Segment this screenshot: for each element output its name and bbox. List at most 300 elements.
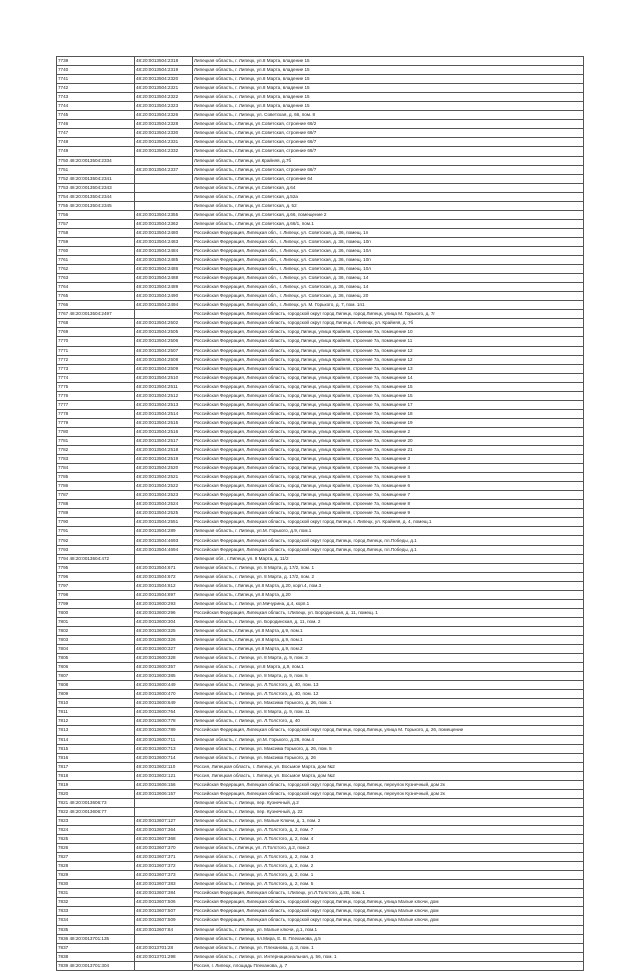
table-row — [57, 690, 584, 699]
address-cell: Липецкая область, г.Липецк, ул.Советская, строение 64 — [193, 174, 584, 183]
cadastral-number-cell: 48:20:0013504:2328 — [135, 120, 193, 129]
row-number-cell: 7759 — [57, 237, 135, 246]
table-row — [57, 75, 584, 84]
row-number-cell: 7803 — [57, 636, 135, 645]
row-number-cell: 7828 — [57, 862, 135, 871]
cadastral-number-cell: 48:20:0013504:2523 — [135, 491, 193, 500]
address-cell: Липецкая область, г.Липецк, ул.Советская, д.52а — [193, 192, 584, 201]
table-row — [57, 590, 584, 599]
cadastral-number-cell: 48:20:0013504:2551 — [135, 518, 193, 527]
table-row — [57, 473, 584, 482]
cadastral-number-cell: 48:20:0013504:672 — [135, 572, 193, 581]
table-row — [57, 256, 584, 265]
address-cell: Липецкая область, г. Липецк, ул. Плеханова, д. 3, пом. 1 — [193, 943, 584, 952]
row-number-cell: 7824 — [57, 825, 135, 834]
row-number-cell: 7822 48:20:0013606:77 — [57, 807, 135, 816]
address-cell: Российская Федерация, Липецкая область, город Липецк, улица Крайняя, строение 7а, помещение 2 — [193, 427, 584, 436]
table-row — [57, 599, 584, 608]
address-cell: Липецкая область, г.Липецк, ул.Советская, строение 66/7 — [193, 165, 584, 174]
cadastral-number-cell: 48:20:0013504:2362 — [135, 219, 193, 228]
cadastral-number-cell: 48:20:0013504:2483 — [135, 237, 193, 246]
row-number-cell: 7820 — [57, 789, 135, 798]
address-cell: Липецкая область, г. Липецк, ул.8 Марта, владение 15 — [193, 84, 584, 93]
row-number-cell: 7796 — [57, 572, 135, 581]
cadastral-number-cell: 48:20:0013504:2502 — [135, 319, 193, 328]
table-row — [57, 436, 584, 445]
address-cell: Российская Федерация, Липецкая область, город Липецк, улица Крайняя, строение 7а, помещение 19 — [193, 418, 584, 427]
address-cell: Липецкая область, г. Липецк, ул. Л.Толстого, д. 2, пом. 3 — [193, 853, 584, 862]
address-cell: Российская Федерация, Липецкая обл., г. Липецк, ул. Советская, д. 36, помещ. 1п — [193, 228, 584, 237]
cadastral-number-cell: 48:20:0013504:812 — [135, 581, 193, 590]
cadastral-number-cell: 48:20:0013504:2511 — [135, 382, 193, 391]
row-number-cell: 7783 — [57, 455, 135, 464]
table-row — [57, 672, 584, 681]
cadastral-number-cell: 48:20:0013504:2322 — [135, 93, 193, 102]
table-row — [57, 455, 584, 464]
row-number-cell: 7823 — [57, 816, 135, 825]
address-cell: Липецкая область, г. Липецк, ул. 8 Марта, д. 9, пом. 11 — [193, 708, 584, 717]
table-row — [57, 645, 584, 654]
address-cell: Российская Федерация, Липецкая область, городской округ город Липецк, город Липецк, пл.Победы, д.1 — [193, 545, 584, 554]
cadastral-number-cell: 48:20:0013504:2510 — [135, 373, 193, 382]
address-cell: Российская Федерация, Липецкая область, город Липецк, улица Крайняя, строение 7а, помещение 12 — [193, 355, 584, 364]
address-cell: Российская Федерация, Липецкая область, городской округ город Липецк, город Липецк, улица Малые ключи, дом — [193, 898, 584, 907]
row-number-cell: 7791 — [57, 527, 135, 536]
cadastral-number-cell: 48:20:0013606:157 — [135, 789, 193, 798]
cadastral-number-cell: 48:20:0013504:2489 — [135, 283, 193, 292]
row-number-cell: 7790 — [57, 518, 135, 527]
cadastral-number-cell: 48:20:0013607:383 — [135, 880, 193, 889]
table-row — [57, 427, 584, 436]
cadastral-number-cell: 48:20:0013504:2330 — [135, 129, 193, 138]
table-row — [57, 853, 584, 862]
table-row — [57, 500, 584, 509]
table-row — [57, 237, 584, 246]
address-cell: Липецкая область, г. Липецк, ул. 8 Марта, д. 9, пом. 3 — [193, 654, 584, 663]
row-number-cell: 7774 — [57, 373, 135, 382]
table-row — [57, 880, 584, 889]
cadastral-number-cell: 48:20:0013504:2323 — [135, 102, 193, 111]
row-number-cell: 7782 — [57, 446, 135, 455]
row-number-cell: 7777 — [57, 400, 135, 409]
address-cell: Липецкая область, г. Липецк, ул. Бородинская, д. 11, пом. 2 — [193, 617, 584, 626]
cadastral-number-cell: 48:20:0013600:304 — [135, 617, 193, 626]
row-number-cell: 7780 — [57, 427, 135, 436]
table-row — [57, 57, 584, 66]
row-number-cell: 7835 — [57, 925, 135, 934]
table-row — [57, 174, 584, 183]
address-cell: Липецкая область, г. Липецк, пл.Мира, Е. В. Плеханова, д.5 — [193, 934, 584, 943]
address-cell: Российская Федерация, Липецкая область, городской округ город Липецк, город Липецк, переулок Кузнечный, дом 2к — [193, 789, 584, 798]
cadastral-number-cell: 48:20:0013600:325 — [135, 626, 193, 635]
cadastral-number-cell: 48:20:0013504:2332 — [135, 147, 193, 156]
row-number-cell: 7818 — [57, 771, 135, 780]
cadastral-number-cell: 48:20:0013504:2518 — [135, 446, 193, 455]
address-cell: Российская Федерация, Липецкая область, городской округ город Липецк, город Липецк, улица Малые ключи, дом — [193, 916, 584, 925]
table-row — [57, 464, 584, 473]
address-cell: Липецкая область, г. Липецк, ул. Л.Толстого, д. 40, пом. 13 — [193, 681, 584, 690]
row-number-cell: 7830 — [57, 880, 135, 889]
address-cell: Липецкая область, г.Липецк, ул.Советская, строение 66/7 — [193, 129, 584, 138]
row-number-cell: 7760 — [57, 246, 135, 255]
row-number-cell: 7801 — [57, 617, 135, 626]
table-row — [57, 789, 584, 798]
row-number-cell: 7805 — [57, 654, 135, 663]
row-number-cell: 7750 48:20:0013504:2334 — [57, 156, 135, 165]
table-row — [57, 391, 584, 400]
row-number-cell: 7764 — [57, 283, 135, 292]
address-cell: Липецкая область, г. Липецк, ул. 8 Марта, д. 17/2, пом. 2 — [193, 572, 584, 581]
row-number-cell: 7772 — [57, 355, 135, 364]
row-number-cell: 7786 — [57, 482, 135, 491]
table-row — [57, 292, 584, 301]
row-number-cell: 7817 — [57, 762, 135, 771]
row-number-cell: 7833 — [57, 907, 135, 916]
cadastral-number-cell: 48:20:0013504:2509 — [135, 364, 193, 373]
table-row — [57, 283, 584, 292]
address-cell: Российская Федерация, Липецкая область, город Липецк, улица Крайняя, строение 7а, помещение 4 — [193, 464, 584, 473]
address-cell: Российская Федерация, Липецкая область, город Липецк, улица Крайняя, строение 7а, помещение 3 — [193, 455, 584, 464]
row-number-cell: 7749 — [57, 147, 135, 156]
address-cell: Российская Федерация, Липецкая область, город Липецк, улица Крайняя, строение 7а, помещение 9 — [193, 509, 584, 518]
row-number-cell: 7789 — [57, 509, 135, 518]
cadastral-number-cell: 48:20:0013607:373 — [135, 871, 193, 880]
address-cell: Российская Федерация, Липецкая область, город Липецк, улица Крайняя, строение 7а, помещение 11 — [193, 337, 584, 346]
cadastral-number-cell: 48:20:0013504:2337 — [135, 165, 193, 174]
address-cell: Липецкая область, г. Липецк, ул. Максима Горького, д. 26 — [193, 753, 584, 762]
row-number-cell: 7838 — [57, 952, 135, 961]
table-row — [57, 807, 584, 816]
table-row — [57, 744, 584, 753]
address-cell: Липецкая область, г.Липецк, ул.8 Марта, д.9, пом.2 — [193, 645, 584, 654]
cadastral-number-cell: 48:20:0013504:4693 — [135, 536, 193, 545]
table-row — [57, 446, 584, 455]
table-row — [57, 373, 584, 382]
row-number-cell: 7776 — [57, 391, 135, 400]
cadastral-number-cell: 48:20:0013504:2514 — [135, 409, 193, 418]
address-cell: Российская Федерация, Липецкая область, город Липецк, улица Крайняя, строение 7а, помещение 7 — [193, 491, 584, 500]
row-number-cell: 7800 — [57, 608, 135, 617]
row-number-cell: 7814 — [57, 735, 135, 744]
address-cell: Липецкая область, г.Липецк, ул.8 Марта, д.20 — [193, 590, 584, 599]
row-number-cell: 7808 — [57, 681, 135, 690]
cadastral-number-cell: 48:20:0013504:2507 — [135, 346, 193, 355]
table-row — [57, 364, 584, 373]
cadastral-number-cell: 48:20:0013701:28 — [135, 943, 193, 952]
row-number-cell: 7825 — [57, 835, 135, 844]
table-row — [57, 418, 584, 427]
cadastral-number-cell: 48:20:0013504:2320 — [135, 75, 193, 84]
cadastral-number-cell: 48:20:0013607:368 — [135, 835, 193, 844]
cadastral-number-cell: 48:20:0013504:897 — [135, 590, 193, 599]
address-cell: Липецкая область, г. Липецк, ул. Л.Толстого, д. 2, пом. 2 — [193, 862, 584, 871]
table-row — [57, 319, 584, 328]
cadastral-number-cell: 48:20:0013602:121 — [135, 771, 193, 780]
address-cell: Липецкая область, г. Липецк, ул. Л.Толстого, д. 40 — [193, 717, 584, 726]
table-row — [57, 898, 584, 907]
table-row — [57, 735, 584, 744]
cadastral-number-cell: 48:20:0013600:296 — [135, 608, 193, 617]
table-row — [57, 337, 584, 346]
address-cell: Российская Федерация, Липецкая область, город Липецк, улица Крайняя, строение 7а, помещение 12 — [193, 346, 584, 355]
row-number-cell: 7741 — [57, 75, 135, 84]
row-number-cell: 7739 — [57, 57, 135, 66]
address-cell: Российская Федерация, Липецкая область, г.Липецк, ул. Бородинская, д. 11, помещ. 1 — [193, 608, 584, 617]
address-cell: Липецкая область, г.Липецк, ул.Советская, д.66/1, пом.1 — [193, 219, 584, 228]
address-cell: Липецкая область, г.Липецк, ул.Советская, строение 66/7 — [193, 147, 584, 156]
address-cell: Липецкая область, г. Липецк, ул.М. Горького, д.9, пом.1 — [193, 527, 584, 536]
table-row — [57, 699, 584, 708]
row-number-cell: 7770 — [57, 337, 135, 346]
registry-rows — [57, 57, 584, 971]
table-row — [57, 111, 584, 120]
table-row — [57, 717, 584, 726]
table-row — [57, 491, 584, 500]
table-row — [57, 120, 584, 129]
row-number-cell: 7827 — [57, 853, 135, 862]
row-number-cell: 7779 — [57, 418, 135, 427]
cadastral-number-cell: 48:20:0013600:714 — [135, 753, 193, 762]
cadastral-number-cell: 48:20:0013504:671 — [135, 563, 193, 572]
table-row — [57, 409, 584, 418]
address-cell: Российская Федерация, Липецкая обл., г. Липецк, ул. М. Горького, д. 7, пом. 1п1 — [193, 301, 584, 310]
table-row — [57, 328, 584, 337]
cadastral-number-cell — [135, 183, 193, 192]
cadastral-number-cell: 48:20:0013504:2494 — [135, 301, 193, 310]
cadastral-number-cell: 48:20:0013504:2488 — [135, 274, 193, 283]
address-cell: Липецкая область, г. Липецк, ул. Максима Горького, д. 26, пом. 1 — [193, 699, 584, 708]
address-cell: Российская Федерация, Липецкая обл., г. Липецк, ул. Советская, д. 36, помещ. 10л — [193, 265, 584, 274]
cadastral-number-cell — [135, 934, 193, 943]
address-cell: Липецкая область, г. Липецк, ул. Интернациональная, д. 56, пом. 1 — [193, 952, 584, 961]
table-row — [57, 138, 584, 147]
cadastral-number-cell: 48:20:0013600:357 — [135, 663, 193, 672]
address-cell: Липецкая область, г.Липецк, ул.8 Марта, д.9, пом.1 — [193, 626, 584, 635]
row-number-cell: 7834 — [57, 916, 135, 925]
address-cell: Липецкая область, г. Липецк, ул.8 Марта, владение 15 — [193, 75, 584, 84]
address-cell: Российская Федерация, Липецкая область, город Липецк, улица Крайняя, строение 7а, помещение 21 — [193, 446, 584, 455]
address-cell: Липецкая область, г.Липецк, ул.Крайняя, д.7б — [193, 156, 584, 165]
row-number-cell: 7753 48:20:0013504:2343 — [57, 183, 135, 192]
table-row — [57, 545, 584, 554]
cadastral-number-cell — [135, 192, 193, 201]
row-number-cell: 7836 48:20:0013701:135 — [57, 934, 135, 943]
table-row — [57, 663, 584, 672]
row-number-cell: 7763 — [57, 274, 135, 283]
cadastral-number-cell: 48:20:0013607:506 — [135, 898, 193, 907]
cadastral-number-cell: 48:20:0013607:384 — [135, 889, 193, 898]
row-number-cell: 7829 — [57, 871, 135, 880]
cadastral-number-cell — [135, 807, 193, 816]
cadastral-number-cell: 48:20:0013504:2513 — [135, 400, 193, 409]
row-number-cell: 7766 — [57, 301, 135, 310]
cadastral-number-cell: 48:20:0013600:293 — [135, 599, 193, 608]
table-row — [57, 934, 584, 943]
address-cell: Российская Федерация, Липецкая область, город Липецк, улица Крайняя, строение 7а, помещение 15 — [193, 382, 584, 391]
address-cell: Российская Федерация, Липецкая область, городской округ город Липецк, город Липецк, улица Малые ключи, дом — [193, 907, 584, 916]
table-row — [57, 355, 584, 364]
table-row — [57, 626, 584, 635]
address-cell: Липецкая область, г. Липецк, ул. 8 Марта, д. 17/2, пом. 1 — [193, 563, 584, 572]
table-row — [57, 916, 584, 925]
cadastral-number-cell: 48:20:0013504:2485 — [135, 256, 193, 265]
table-row — [57, 825, 584, 834]
cadastral-number-cell — [135, 201, 193, 210]
address-cell: Российская Федерация, Липецкая область, городской округ город Липецк, город Липецк, переулок Кузнечный, дом 2к — [193, 780, 584, 789]
address-cell: Российская Федерация, Липецкая обл., г. Липецк, ул. Советская, д. 36, помещ. 20 — [193, 292, 584, 301]
cadastral-number-cell: 48:20:0013504:2319 — [135, 66, 193, 75]
cadastral-number-cell: 48:20:0013600:327 — [135, 645, 193, 654]
table-row — [57, 617, 584, 626]
address-cell: Российская Федерация, Липецкая область, город Липецк, улица Крайняя, строение 7а, помещение 14 — [193, 373, 584, 382]
address-cell: Россия, Липецкая область, г. Липецк, ул. Восьмое Марта, дом №2 — [193, 771, 584, 780]
table-row — [57, 400, 584, 409]
row-number-cell: 7748 — [57, 138, 135, 147]
address-cell: Липецкая область, г. Липецк, ул.8 Марта, владение 15 — [193, 93, 584, 102]
row-number-cell: 7767 48:20:0013504:2497 — [57, 310, 135, 319]
table-row — [57, 943, 584, 952]
table-row — [57, 93, 584, 102]
row-number-cell: 7797 — [57, 581, 135, 590]
cadastral-number-cell: 48:20:0013504:2512 — [135, 391, 193, 400]
table-row — [57, 346, 584, 355]
row-number-cell: 7788 — [57, 500, 135, 509]
table-row — [57, 581, 584, 590]
cadastral-number-cell: 48:20:0013504:2525 — [135, 509, 193, 518]
table-row — [57, 183, 584, 192]
row-number-cell: 7806 — [57, 663, 135, 672]
table-row — [57, 654, 584, 663]
table-row — [57, 228, 584, 237]
cadastral-number-cell — [135, 554, 193, 563]
row-number-cell: 7755 48:20:0013504:2345 — [57, 201, 135, 210]
table-row — [57, 798, 584, 807]
address-cell: Липецкая область, г.Липецк, ул.Советская, строение 66/2 — [193, 120, 584, 129]
table-row — [57, 952, 584, 961]
address-cell: Липецкая область, г. Липецк, ул.8 Марта, владение 15 — [193, 57, 584, 66]
row-number-cell: 7787 — [57, 491, 135, 500]
row-number-cell: 7761 — [57, 256, 135, 265]
row-number-cell: 7768 — [57, 319, 135, 328]
address-cell: Липецкая область, г. Липецк, ул.М. Горького, д.26, пом.4 — [193, 735, 584, 744]
address-cell: Российская Федерация, Липецкая область, г.Липецк, ул.Л.Толстого, д.2В, пом. 1 — [193, 889, 584, 898]
cadastral-number-cell: 48:20:0013607:509 — [135, 916, 193, 925]
table-row — [57, 726, 584, 735]
address-cell: Липецкая обл., г.Липецк, ул. 8 Марта, д. 11/2 — [193, 554, 584, 563]
table-row — [57, 246, 584, 255]
table-row — [57, 961, 584, 970]
row-number-cell: 7765 — [57, 292, 135, 301]
table-row — [57, 636, 584, 645]
cadastral-number-cell: 48:20:0013600:711 — [135, 735, 193, 744]
table-row — [57, 554, 584, 563]
row-number-cell: 7744 — [57, 102, 135, 111]
row-number-cell: 7773 — [57, 364, 135, 373]
table-row — [57, 382, 584, 391]
row-number-cell: 7754 48:20:0013504:2344 — [57, 192, 135, 201]
table-row — [57, 889, 584, 898]
cadastral-number-cell: 48:20:0013504:2506 — [135, 337, 193, 346]
cadastral-number-cell: 48:20:0013600:764 — [135, 708, 193, 717]
table-row — [57, 156, 584, 165]
address-cell: Липецкая область, г. Липецк, ул. Л.Толстого, д. 2, пом. 5 — [193, 880, 584, 889]
row-number-cell: 7811 — [57, 708, 135, 717]
cadastral-number-cell: 48:20:0013504:2355 — [135, 210, 193, 219]
address-cell: Российская Федерация, Липецкая область, город Липецк, улица Крайняя, строение 7а, помещение 5 — [193, 473, 584, 482]
row-number-cell: 7837 — [57, 943, 135, 952]
cadastral-number-cell: 48:20:0013504:2490 — [135, 292, 193, 301]
table-row — [57, 509, 584, 518]
table-row — [57, 771, 584, 780]
address-cell: Липецкая область, г. Липецк, ул. Малые Ключи, д. 1, пом. 2 — [193, 816, 584, 825]
row-number-cell: 7762 — [57, 265, 135, 274]
address-cell: Российская Федерация, Липецкая обл., г. Липецк, ул. Советская, д. 36, помещ. 10п — [193, 237, 584, 246]
cadastral-number-cell: 48:20:0013504:2505 — [135, 328, 193, 337]
table-row — [57, 862, 584, 871]
cadastral-number-cell: 48:20:0013607:372 — [135, 862, 193, 871]
registry-table — [56, 56, 584, 971]
row-number-cell: 7793 — [57, 545, 135, 554]
row-number-cell: 7798 — [57, 590, 135, 599]
row-number-cell: 7769 — [57, 328, 135, 337]
address-cell: Российская Федерация, Липецкая область, город Липецк, улица Крайняя, строение 7а, помещение 17 — [193, 400, 584, 409]
address-cell: Российская Федерация, Липецкая обл., г. Липецк, ул. Советская, д. 36, помещ. 14 — [193, 274, 584, 283]
address-cell: Российская Федерация, Липецкая область, город Липецк, улица Крайняя, строение 7а, помещение 20 — [193, 436, 584, 445]
table-row — [57, 563, 584, 572]
address-cell: Липецкая область, г. Липецк, ул.Мичурина, д.4, корп.1 — [193, 599, 584, 608]
row-number-cell: 7740 — [57, 66, 135, 75]
row-number-cell: 7781 — [57, 436, 135, 445]
cadastral-number-cell: 48:20:0013607:507 — [135, 907, 193, 916]
cadastral-number-cell: 48:20:0013600:789 — [135, 726, 193, 735]
address-cell: Липецкая область, г. Липецк, ул.8 Марта, владение 15 — [193, 66, 584, 75]
cadastral-number-cell: 48:20:0013600:449 — [135, 681, 193, 690]
table-row — [57, 681, 584, 690]
cadastral-number-cell: 48:20:0013602:110 — [135, 762, 193, 771]
registry-sheet — [56, 56, 580, 971]
table-row — [57, 907, 584, 916]
address-cell: Российская Федерация, Липецкая обл., г. Липецк, ул. Советская, д. 36, помещ. 10л — [193, 246, 584, 255]
cadastral-number-cell: 48:20:0013504:2486 — [135, 265, 193, 274]
cadastral-number-cell: 48:20:0013600:778 — [135, 717, 193, 726]
cadastral-number-cell: 48:20:0013504:2520 — [135, 464, 193, 473]
address-cell: Липецкая область, г.Липецк, ул.8 Марта, д.9, пом.1 — [193, 636, 584, 645]
table-row — [57, 482, 584, 491]
cadastral-number-cell: 48:20:0013504:2524 — [135, 500, 193, 509]
address-cell: Российская Федерация, Липецкая область, город Липецк, улица Крайняя, строение 7а, помещение 15 — [193, 391, 584, 400]
address-cell: Липецкая область, г. Липецк, ул. Л.Толстого, д. 40, пом. 12 — [193, 690, 584, 699]
cadastral-number-cell: 48:20:0013607:127 — [135, 816, 193, 825]
address-cell: Липецкая область, г.Липецк, ул.Советская, строение 66/7 — [193, 138, 584, 147]
row-number-cell: 7795 — [57, 563, 135, 572]
cadastral-number-cell: 48:20:0013504:289 — [135, 527, 193, 536]
address-cell: Липецкая область, г. Липецк, пер. Кузнечный, д. 22 — [193, 807, 584, 816]
cadastral-number-cell: 48:20:0013504:2480 — [135, 228, 193, 237]
row-number-cell: 7778 — [57, 409, 135, 418]
table-row — [57, 301, 584, 310]
table-row — [57, 527, 584, 536]
row-number-cell: 7757 — [57, 219, 135, 228]
cadastral-number-cell — [135, 156, 193, 165]
table-row — [57, 536, 584, 545]
table-row — [57, 192, 584, 201]
address-cell: Липецкая область, г. Липецк, ул. Советская, д. 66, пом. 8 — [193, 111, 584, 120]
row-number-cell: 7799 — [57, 599, 135, 608]
table-row — [57, 816, 584, 825]
address-cell: Липецкая область, г. Липецк, пер. Кузнечный, д.2 — [193, 798, 584, 807]
address-cell: Липецкая область, г.Липецк, ул.Советская, д. 52 — [193, 201, 584, 210]
table-row — [57, 708, 584, 717]
